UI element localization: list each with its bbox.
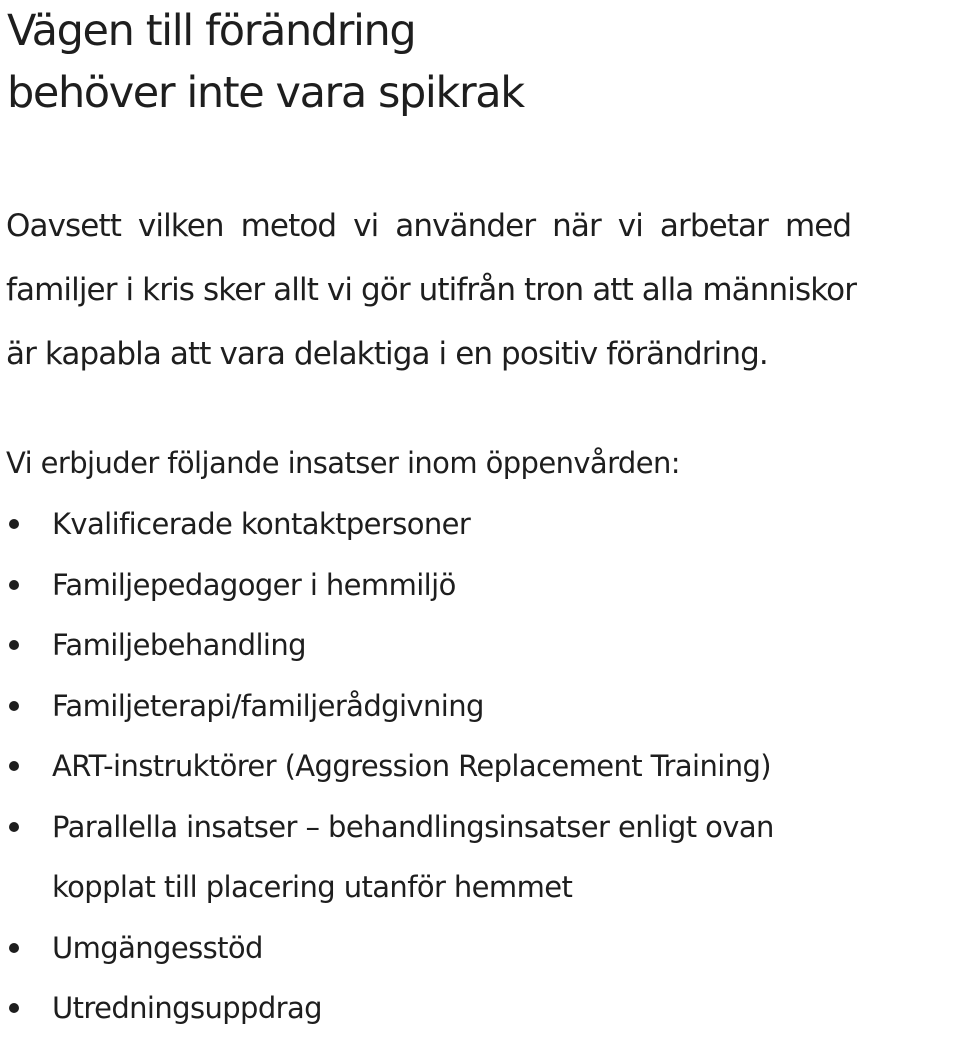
bullet-icon	[9, 943, 19, 953]
list-item-text: Parallella insatser – behandlingsinsatser enligt ovan	[52, 809, 774, 844]
intro-line: Oavsett vilken metod vi använder när vi arbetar med	[6, 208, 852, 244]
list-item-text: Kvalificerade kontaktpersoner	[52, 507, 471, 541]
bullet-icon	[9, 640, 19, 650]
bullet-icon	[9, 519, 19, 529]
intro-line: familjer i kris sker allt vi gör utifrån tron att alla människor	[6, 272, 857, 308]
list-item	[6, 797, 956, 918]
bullet-icon	[9, 1003, 19, 1013]
heading-line: Vägen till förändring	[7, 6, 416, 56]
services-section	[6, 432, 956, 1039]
list-item-text: Familjepedagoger i hemmiljö	[52, 567, 456, 602]
list-item	[6, 918, 956, 979]
list-item-text: ART-instruktörer (Aggression Replacement Training)	[52, 749, 772, 783]
bullet-icon	[9, 580, 19, 590]
list-item-text: kopplat till placering utanför hemmet	[52, 870, 573, 904]
intro-paragraph	[6, 194, 956, 386]
list-item-text: Utredningsuppdrag	[52, 991, 322, 1025]
list-item	[6, 676, 956, 737]
list-item	[6, 615, 956, 676]
services-list	[6, 494, 956, 1039]
list-item	[6, 555, 956, 616]
services-lead: Vi erbjuder följande insatser inom öppenvården:	[6, 446, 680, 480]
list-item	[6, 978, 956, 1039]
page-heading	[7, 0, 947, 124]
bullet-icon	[9, 822, 19, 832]
intro-line: är kapabla att vara delaktiga i en positiv förändring.	[6, 336, 768, 372]
list-item-text: Familjeterapi/familjerådgivning	[52, 688, 484, 723]
list-item-text: Umgängesstöd	[52, 930, 263, 965]
bullet-icon	[9, 761, 19, 771]
heading-line: behöver inte vara spikrak	[7, 68, 524, 118]
list-item	[6, 494, 956, 555]
bullet-icon	[9, 701, 19, 711]
list-item	[6, 736, 956, 797]
list-item-text: Familjebehandling	[52, 628, 306, 662]
